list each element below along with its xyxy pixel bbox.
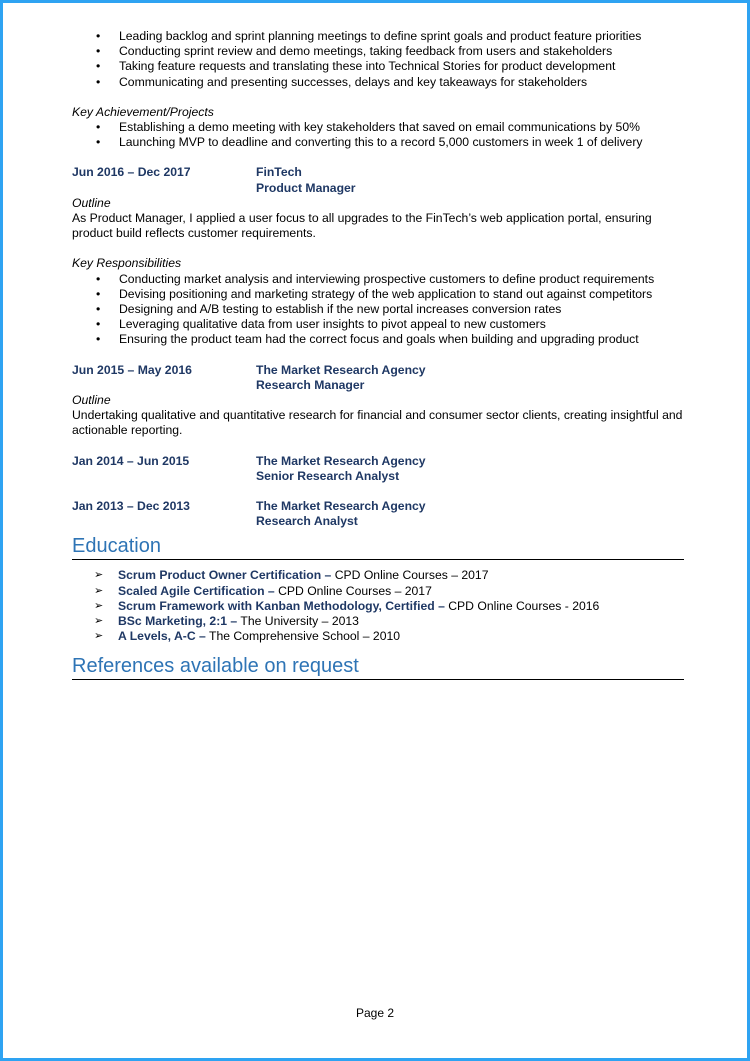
job-dates: Jan 2014 – Jun 2015 (72, 453, 190, 468)
job-entry (72, 454, 684, 484)
job-dates: Jun 2016 – Dec 2017 (72, 165, 191, 180)
outline-label: Outline (72, 195, 111, 210)
list-item: • Leveraging qualitative data from user insights to pivot appeal to new customers (96, 317, 546, 332)
job-header (256, 454, 426, 484)
bullet-dot-icon: • (96, 317, 101, 332)
arrow-bullet-icon: ➢ (94, 599, 104, 612)
list-item: • Devising positioning and marketing strategy of the web application to stand out against competitors (96, 286, 653, 301)
arrow-bullet-icon: ➢ (94, 630, 104, 643)
page-number: Page 2 (355, 1006, 395, 1020)
education-list (72, 568, 684, 644)
job-entry (72, 499, 684, 529)
bullet-dot-icon: • (96, 332, 101, 347)
job-header (256, 363, 426, 393)
job-company: The Market Research Agency (256, 453, 426, 468)
list-item: ➢ Scrum Framework with Kanban Methodology, Certified – CPD Online Courses - 2016 (94, 598, 600, 613)
arrow-bullet-icon: ➢ (94, 615, 104, 628)
bullet-dot-icon: • (96, 59, 101, 74)
arrow-bullet-icon: ➢ (94, 569, 104, 582)
list-item: ➢ Scaled Agile Certification – CPD Online Courses – 2017 (94, 583, 432, 598)
list-item: • Communicating and presenting successes, delays and key takeaways for stakeholders (96, 74, 588, 89)
job-title: Product Manager (256, 180, 356, 195)
achievements-label: Key Achievement/Projects (72, 104, 214, 119)
arrow-bullet-icon: ➢ (94, 584, 104, 597)
bullet-dot-icon: • (96, 44, 101, 59)
list-item: • Designing and A/B testing to establish if the new portal increases conversion rates (96, 302, 562, 317)
responsibilities-list (72, 272, 684, 348)
list-item: • Establishing a demo meeting with key stakeholders that saved on email communications by 50% (96, 120, 640, 135)
list-item: • Ensuring the product team had the correct focus and goals when building and upgrading product (96, 332, 639, 347)
list-item: ➢ A Levels, A-C – The Comprehensive School – 2010 (94, 629, 401, 644)
list-item: ➢ BSc Marketing, 2:1 – The University – 2013 (94, 614, 359, 629)
job-title: Research Manager (256, 377, 365, 392)
bullet-dot-icon: • (96, 271, 101, 286)
job-title: Senior Research Analyst (256, 468, 400, 483)
list-item: • Conducting market analysis and interviewing prospective customers to define product requirements (96, 271, 655, 286)
page-content (72, 29, 684, 680)
job-entry (72, 165, 684, 195)
bullet-dot-icon: • (96, 29, 101, 43)
job-company: The Market Research Agency (256, 499, 426, 514)
list-item: ➢ Scrum Product Owner Certification – CPD Online Courses – 2017 (94, 568, 489, 583)
job-dates: Jan 2013 – Dec 2013 (72, 499, 190, 514)
list-item: • Taking feature requests and translating these into Technical Stories for product development (96, 59, 616, 74)
bullet-dot-icon: • (96, 302, 101, 317)
list-item: • Conducting sprint review and demo meetings, taking feedback from users and stakeholders (96, 44, 613, 59)
job-header (256, 165, 356, 195)
bullet-dot-icon: • (96, 74, 101, 89)
job-title: Research Analyst (256, 514, 358, 529)
achievements-list (72, 120, 684, 150)
list-item: • Leading backlog and sprint planning meetings to define sprint goals and product feature priorities (96, 29, 642, 43)
outline-label: Outline (72, 393, 111, 408)
job-dates: Jun 2015 – May 2016 (72, 362, 192, 377)
responsibilities-label: Key Responsibilities (72, 256, 182, 271)
job-company: The Market Research Agency (256, 362, 426, 377)
job-entry (72, 363, 684, 393)
job-company: FinTech (256, 165, 302, 180)
job-header (256, 499, 426, 529)
bullet-dot-icon: • (96, 286, 101, 301)
job-outline: As Product Manager, I applied a user focus to all upgrades to the FinTech’s web application portal, ensuring product build reflects customer requirements. (72, 211, 652, 241)
references-heading: References available on request (72, 654, 684, 680)
education-heading: Education (72, 534, 684, 560)
intro-bullets (72, 29, 684, 90)
list-item: • Launching MVP to deadline and converting this to a record 5,000 customers in week 1 of delivery (96, 135, 643, 150)
job-outline: Undertaking qualitative and quantitative research for financial and consumer sector clients, creating insightful and actionable reporting. (72, 408, 683, 438)
bullet-dot-icon: • (96, 120, 101, 135)
bullet-dot-icon: • (96, 135, 101, 150)
